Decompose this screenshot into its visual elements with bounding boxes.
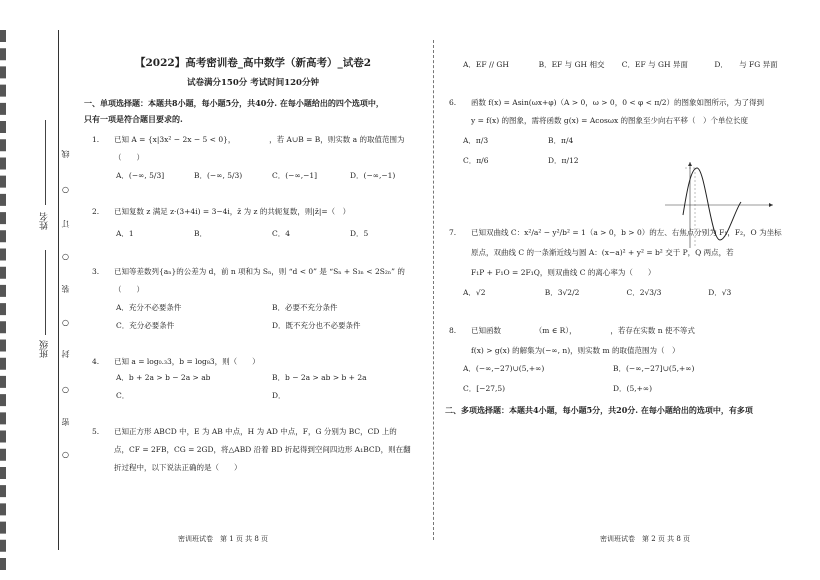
- name-underline: [45, 120, 46, 205]
- class-underline: [45, 250, 46, 335]
- option[interactable]: A．(−∞, 5/3]: [116, 171, 165, 180]
- option[interactable]: A．充分不必要条件: [116, 303, 182, 312]
- q7-options: [463, 286, 790, 300]
- q3-options: [116, 301, 428, 315]
- exam-title: 【2022】高考密训卷_高中数学（新高考）_试卷2: [134, 57, 372, 69]
- question-3: 3. 已知等差数列{aₙ}的公差为 d，前 n 项和为 Sₙ，则 “d < 0” 是 “Sₙ + S₃ₙ < 2S₂ₙ” 的 （ ）: [92, 267, 405, 294]
- name-label: 姓名: [40, 212, 50, 230]
- question-2: 2. 已知复数 z 满足 z·(3+4i) = 3−4i，z̄ 为 z 的共轭复数，则|z̄|=（ ）: [92, 207, 351, 216]
- q8-options: [463, 382, 790, 396]
- q4-options: [116, 389, 428, 403]
- option[interactable]: D．√3: [708, 288, 732, 297]
- circle-mark: ○: [62, 185, 69, 194]
- question-8: 8. 已知函数 （m ∈ R）， ，若存在实数 n 使不等式 f(x) > g(x) 的解集为(−∞, n)，则实数 m 的取值范围为（ ）: [449, 326, 695, 355]
- q1-options: [116, 169, 428, 183]
- question-6: 6. 函数 f(x) = Asin(ωx+φ)（A > 0，ω > 0，0 < φ < π/2）的图象如图所示，为了得到 y = f(x) 的图象，需将函数 g(x) = Acosωx 的图象至少向右平移（ ）个单位长度: [449, 98, 765, 125]
- q3-options: [116, 319, 428, 333]
- class-label: 班级: [40, 340, 50, 358]
- option[interactable]: B．π/4: [548, 136, 574, 145]
- option[interactable]: D．5: [350, 229, 369, 238]
- option[interactable]: B．必要不充分条件: [272, 303, 338, 312]
- option[interactable]: D．π/12: [548, 156, 579, 165]
- option[interactable]: D． 与 FG 异面: [714, 60, 778, 69]
- binding-margin: [0, 0, 70, 580]
- option[interactable]: D．既不充分也不必要条件: [272, 321, 361, 330]
- section-heading: 二、多项选择题：本题共4小题，每小题5分，共20分. 在每小题给出的选项中，有多项: [445, 405, 753, 415]
- option[interactable]: C．2√3/3: [626, 288, 662, 297]
- question-4: 4. 已知 a = log₀.₃3，b = log₈3，则（ ）: [92, 357, 260, 366]
- seal-char: 装: [61, 285, 70, 293]
- q2-options: [116, 227, 428, 241]
- q4-options: [116, 371, 428, 385]
- exam-subtitle: 试卷满分150分 考试时间120分钟: [187, 78, 319, 88]
- sine-graph: [665, 160, 775, 250]
- seal-char: 线: [61, 150, 70, 158]
- option[interactable]: C．[−27,5): [463, 384, 506, 393]
- page-footer: 密训班试卷 第 2 页 共 8 页: [600, 535, 691, 543]
- option[interactable]: C．: [116, 391, 130, 400]
- question-5: 5. 已知正方形 ABCD 中，E 为 AB 中点，H 为 AD 中点，F，G 分别为 BC，CD 上的 点，CF = 2FB，CG = 2GD，将△ABD 沿着 BD 折起得到空间四边形 A₁BCD，则在翻 折过程中，以下说法正确的是（ ）: [92, 427, 411, 472]
- seal-char: 订: [61, 220, 70, 228]
- option[interactable]: B．(−∞,−27]∪(5,+∞): [613, 364, 695, 373]
- option[interactable]: B．b − 2a > ab > b + 2a: [272, 373, 367, 382]
- option[interactable]: D．(5,+∞): [613, 384, 653, 393]
- circle-mark: ○: [62, 385, 69, 394]
- page-footer: 密训班试卷 第 1 页 共 8 页: [178, 535, 269, 543]
- option[interactable]: A．b + 2a > b − 2a > ab: [116, 373, 211, 382]
- option[interactable]: B．(−∞, 5/3): [194, 171, 243, 180]
- option[interactable]: D．: [272, 391, 286, 400]
- left-page: [84, 55, 428, 475]
- y-axis-arrow: [688, 162, 692, 166]
- option[interactable]: C．4: [272, 229, 291, 238]
- seal-char: 密: [61, 418, 70, 426]
- page-divider: [433, 40, 434, 540]
- q5-options: [463, 58, 790, 72]
- question-1: 1. 已知 A = {x|3x² − 2x − 5 < 0}， ，若 A∪B = B，则实数 a 的取值范围为 （ ）: [92, 135, 405, 162]
- seal-char: 封: [61, 350, 70, 358]
- option[interactable]: B．: [194, 229, 208, 238]
- option[interactable]: A．EF // GH: [463, 60, 509, 69]
- x-axis-arrow: [769, 203, 773, 207]
- q8-options: [463, 362, 790, 376]
- tear-line: [0, 30, 10, 570]
- circle-mark: ○: [62, 252, 69, 261]
- binding-rule: [58, 30, 59, 550]
- option[interactable]: A．1: [116, 229, 134, 238]
- option[interactable]: C．(−∞,−1]: [272, 171, 318, 180]
- option[interactable]: C．EF 与 GH 异面: [621, 60, 688, 69]
- circle-mark: ○: [62, 318, 69, 327]
- option[interactable]: B．EF 与 GH 相交: [538, 60, 605, 69]
- option[interactable]: C．充分必要条件: [116, 321, 175, 330]
- sine-curve: [683, 168, 741, 240]
- option[interactable]: B．3√2/2: [544, 288, 580, 297]
- option[interactable]: A．π/3: [463, 136, 489, 145]
- option[interactable]: D．(−∞,−1): [350, 171, 396, 180]
- option[interactable]: C．π/6: [463, 156, 489, 165]
- q6-options: [463, 134, 790, 148]
- option[interactable]: A．(−∞,−27)∪(5,+∞): [463, 364, 545, 373]
- question-7: 7. 已知双曲线 C：x²/a² − y²/b² = 1（a > 0，b > 0）的左、右焦点分别为 F₁，F₂，O 为坐标 原点，双曲线 C 的一条渐近线与圆 A：(x−a)² + y² = b² 交于 P，Q 两点，若 F₁P + F₁O = 2F₁Q，则双曲线 C 的离心率为（ ）: [449, 228, 782, 277]
- circle-mark: ○: [62, 450, 69, 459]
- option[interactable]: A．√2: [463, 288, 486, 297]
- section-heading: 一、单项选择题：本题共8小题，每小题5分，共40分. 在每小题给出的四个选项中， 只有一项是符合题目要求的.: [84, 98, 384, 124]
